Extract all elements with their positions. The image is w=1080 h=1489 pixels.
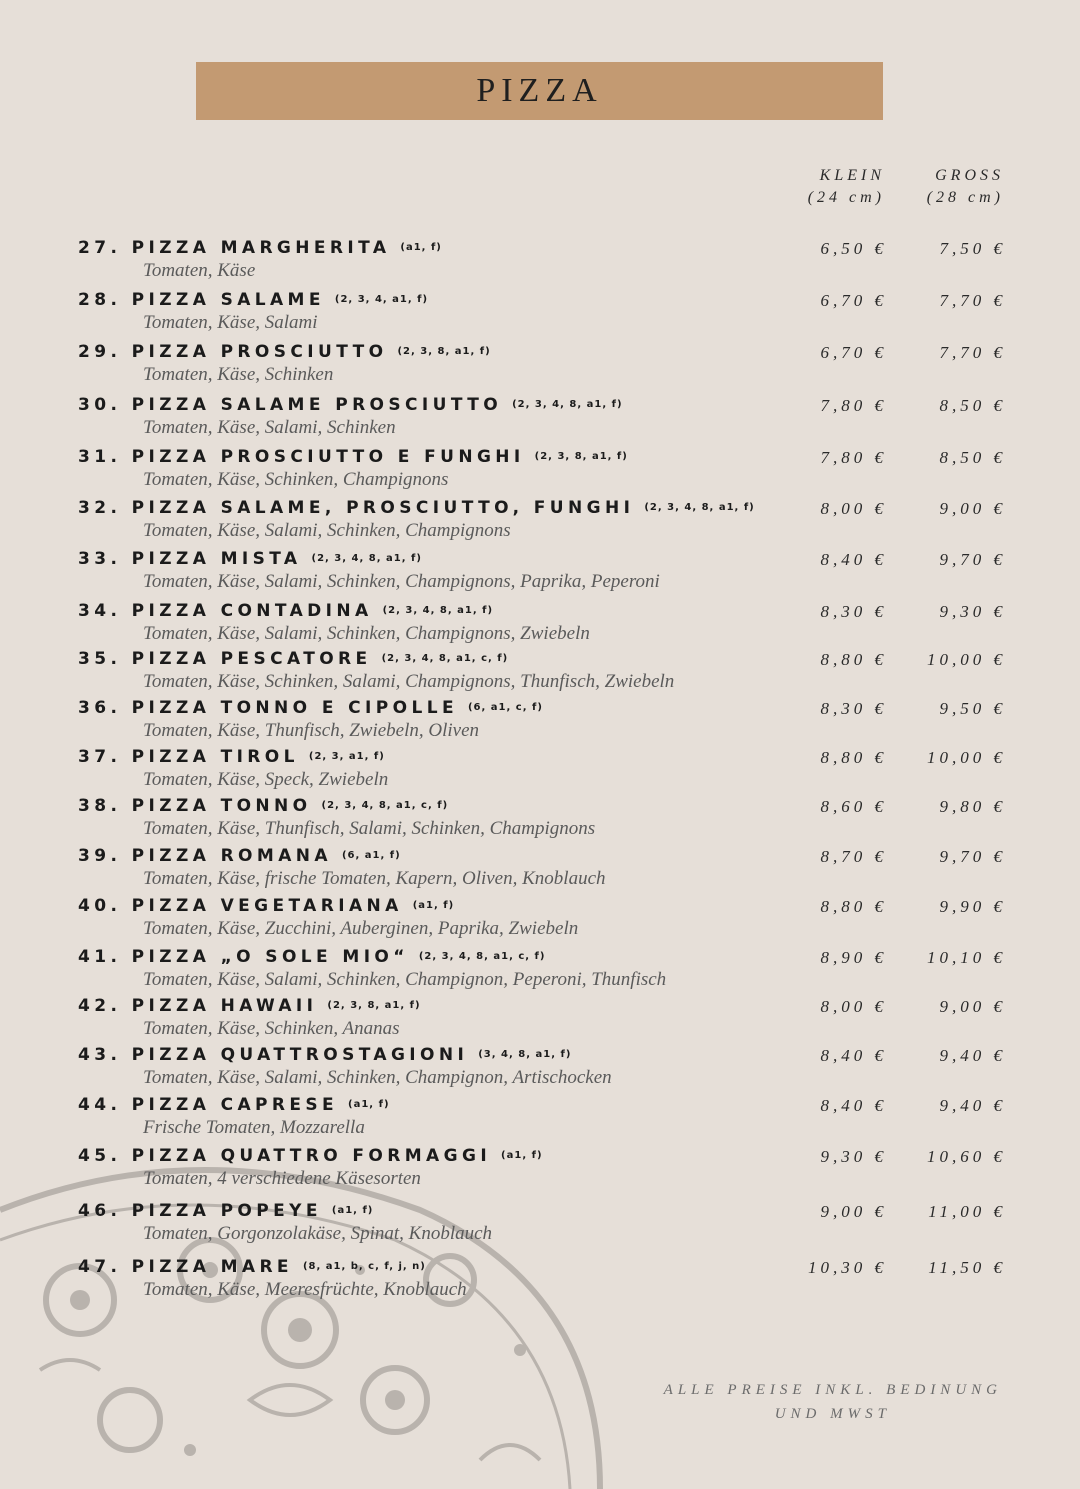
item-description: Tomaten, Käse, Thunfisch, Zwiebeln, Oliven	[143, 720, 480, 741]
item-number: 34.	[78, 601, 122, 621]
price-note	[664, 1378, 1002, 1426]
price-large: 9,40 €	[939, 1046, 1006, 1065]
price-large: 8,50 €	[939, 396, 1006, 415]
item-name: PIZZA MARE	[131, 1257, 293, 1277]
item-name: PIZZA POPEYE	[131, 1201, 322, 1221]
item-number: 31.	[78, 447, 122, 467]
price-small: 8,40 €	[820, 1096, 887, 1115]
item-name: PIZZA SALAME, PROSCIUTTO, FUNGHI	[131, 498, 635, 518]
price-small: 8,80 €	[820, 650, 887, 669]
price-small: 6,50 €	[820, 239, 887, 258]
menu-item	[0, 289, 1080, 339]
item-description: Tomaten, Käse, Meeresfrüchte, Knoblauch	[143, 1279, 467, 1300]
price-large: 7,50 €	[939, 239, 1006, 258]
item-number: 32.	[78, 498, 122, 518]
item-allergen-codes: (2, 3, 4, 8, a1, f)	[382, 605, 494, 616]
small-size-value: (24 cm)	[807, 189, 885, 206]
menu-item	[0, 746, 1080, 796]
item-allergen-codes: (2, 3, 4, 8, a1, f)	[311, 553, 422, 564]
price-small: 8,00 €	[820, 499, 887, 518]
item-name: PIZZA TONNO	[131, 796, 312, 816]
item-title	[78, 1256, 426, 1278]
column-header-small	[808, 165, 885, 209]
item-name: PIZZA QUATTRO FORMAGGI	[131, 1146, 492, 1166]
item-title	[78, 1094, 390, 1116]
item-allergen-codes: (a1, f)	[400, 242, 442, 253]
price-small: 9,00 €	[820, 1202, 887, 1221]
item-name: PIZZA ROMANA	[131, 846, 332, 866]
item-number: 35.	[78, 649, 122, 669]
item-allergen-codes: (3, 4, 8, a1, f)	[478, 1049, 572, 1060]
item-name: PIZZA CAPRESE	[131, 1095, 339, 1115]
item-title	[78, 1044, 571, 1066]
menu-item	[0, 1145, 1080, 1195]
item-description: Tomaten, Käse, Zucchini, Auberginen, Paprika, Zwiebeln	[143, 918, 579, 939]
price-small: 6,70 €	[820, 291, 887, 310]
item-description: Tomaten, Käse, Schinken, Champignons	[143, 469, 449, 490]
item-title	[78, 446, 628, 468]
item-description: Tomaten, Käse, Salami, Schinken, Champignons, Zwiebeln	[143, 623, 590, 644]
item-name: PIZZA MARGHERITA	[131, 238, 391, 258]
menu-item	[0, 795, 1080, 845]
price-large: 9,90 €	[939, 897, 1006, 916]
item-name: PIZZA TIROL	[131, 747, 299, 767]
menu-item	[0, 845, 1080, 895]
item-description: Frische Tomaten, Mozzarella	[143, 1117, 365, 1138]
menu-item	[0, 446, 1080, 496]
item-description: Tomaten, Käse, Thunfisch, Salami, Schinken, Champignons	[143, 818, 596, 839]
price-large: 8,50 €	[939, 448, 1006, 467]
price-small: 10,30 €	[808, 1258, 887, 1277]
item-number: 29.	[78, 342, 122, 362]
price-large: 9,00 €	[939, 997, 1006, 1016]
price-large: 10,00 €	[927, 748, 1006, 767]
item-allergen-codes: (2, 3, 4, 8, a1, c, f)	[381, 653, 509, 664]
price-small: 8,30 €	[820, 699, 887, 718]
item-description: Tomaten, Käse, Salami, Schinken, Champignons	[143, 520, 511, 541]
item-title	[78, 341, 491, 363]
item-name: PIZZA TONNO E CIPOLLE	[131, 698, 458, 718]
item-name: PIZZA PROSCIUTTO	[131, 342, 388, 362]
menu-item	[0, 946, 1080, 996]
large-size-label: GROSS	[935, 167, 1004, 184]
item-name: PIZZA HAWAII	[131, 996, 318, 1016]
item-description: Tomaten, Käse, Salami	[143, 312, 318, 333]
item-name: PIZZA PROSCIUTTO E FUNGHI	[131, 447, 525, 467]
item-number: 33.	[78, 549, 122, 569]
item-title	[78, 237, 442, 259]
menu-item	[0, 237, 1080, 287]
price-small: 6,70 €	[820, 343, 887, 362]
item-name: PIZZA SALAME PROSCIUTTO	[131, 395, 503, 415]
price-small: 8,00 €	[820, 997, 887, 1016]
price-small: 8,80 €	[820, 897, 887, 916]
item-allergen-codes: (a1, f)	[331, 1205, 374, 1216]
item-description: Tomaten, Käse, Salami, Schinken, Champignons, Paprika, Peperoni	[143, 571, 660, 592]
menu-item	[0, 497, 1080, 547]
menu-item	[0, 600, 1080, 650]
item-number: 27.	[78, 238, 122, 258]
item-allergen-codes: (2, 3, 4, 8, a1, f)	[644, 502, 755, 513]
price-large: 9,30 €	[939, 602, 1006, 621]
item-name: PIZZA MISTA	[131, 549, 302, 569]
item-title	[78, 497, 755, 519]
item-allergen-codes: (2, 3, 4, a1, f)	[334, 294, 429, 305]
item-allergen-codes: (2, 3, 8, a1, f)	[327, 1000, 421, 1011]
item-allergen-codes: (2, 3, 8, a1, f)	[397, 346, 491, 357]
item-description: Tomaten, Käse, Salami, Schinken, Champignon, Artischocken	[143, 1067, 612, 1088]
title-banner	[196, 62, 883, 120]
item-number: 46.	[78, 1201, 122, 1221]
item-number: 47.	[78, 1257, 122, 1277]
price-note-line1: ALLE PREISE INKL. BEDINUNG	[663, 1382, 1002, 1398]
small-size-label: KLEIN	[819, 167, 885, 184]
item-number: 40.	[78, 896, 122, 916]
item-description: Tomaten, 4 verschiedene Käsesorten	[143, 1168, 421, 1189]
price-small: 7,80 €	[820, 448, 887, 467]
price-small: 8,40 €	[820, 550, 887, 569]
menu-item	[0, 394, 1080, 444]
item-name: PIZZA CONTADINA	[131, 601, 373, 621]
price-small: 9,30 €	[820, 1147, 887, 1166]
price-large: 10,00 €	[927, 650, 1006, 669]
price-small: 8,40 €	[820, 1046, 887, 1065]
item-title	[78, 289, 428, 311]
item-number: 28.	[78, 290, 122, 310]
item-title	[78, 394, 623, 416]
item-title	[78, 746, 385, 768]
item-title	[78, 845, 401, 867]
item-description: Tomaten, Käse, Schinken, Ananas	[143, 1018, 400, 1039]
item-description: Tomaten, Käse, Salami, Schinken	[143, 417, 396, 438]
item-number: 44.	[78, 1095, 122, 1115]
item-number: 41.	[78, 947, 122, 967]
menu-item	[0, 1256, 1080, 1306]
item-title	[78, 1200, 373, 1222]
item-number: 36.	[78, 698, 122, 718]
menu-item	[0, 341, 1080, 391]
menu-item	[0, 548, 1080, 598]
item-title	[78, 1145, 543, 1167]
price-large: 11,00 €	[928, 1202, 1006, 1221]
item-name: PIZZA SALAME	[131, 290, 325, 310]
item-description: Tomaten, Käse, Schinken, Salami, Champignons, Thunfisch, Zwiebeln	[143, 671, 675, 692]
price-large: 7,70 €	[939, 291, 1006, 310]
price-large: 10,10 €	[927, 948, 1006, 967]
price-small: 8,90 €	[820, 948, 887, 967]
menu-item	[0, 1044, 1080, 1094]
item-description: Tomaten, Käse, Salami, Schinken, Champignon, Peperoni, Thunfisch	[143, 969, 667, 990]
item-description: Tomaten, Käse, frische Tomaten, Kapern, Oliven, Knoblauch	[143, 868, 606, 889]
item-description: Tomaten, Käse	[143, 260, 256, 281]
price-large: 9,40 €	[939, 1096, 1006, 1115]
price-note-line2: UND MWST	[774, 1406, 891, 1422]
item-title	[78, 946, 545, 968]
item-title	[78, 648, 508, 670]
price-large: 9,70 €	[939, 550, 1006, 569]
column-header-large	[927, 165, 1004, 209]
item-number: 38.	[78, 796, 122, 816]
item-allergen-codes: (2, 3, 8, a1, f)	[534, 451, 628, 462]
item-title	[78, 548, 422, 570]
price-small: 7,80 €	[820, 396, 887, 415]
price-large: 9,50 €	[939, 699, 1006, 718]
item-allergen-codes: (2, 3, 4, 8, a1, c, f)	[418, 951, 546, 962]
price-large: 9,80 €	[939, 797, 1006, 816]
item-name: PIZZA PESCATORE	[131, 649, 372, 669]
item-title	[78, 795, 448, 817]
price-large: 11,50 €	[928, 1258, 1006, 1277]
price-small: 8,60 €	[820, 797, 887, 816]
item-number: 42.	[78, 996, 122, 1016]
item-allergen-codes: (8, a1, b, c, f, j, n)	[302, 1261, 426, 1272]
menu-item	[0, 697, 1080, 747]
price-small: 8,30 €	[820, 602, 887, 621]
item-number: 45.	[78, 1146, 122, 1166]
item-title	[78, 995, 421, 1017]
price-small: 8,70 €	[820, 847, 887, 866]
item-title	[78, 600, 493, 622]
menu-item	[0, 1094, 1080, 1144]
item-number: 37.	[78, 747, 122, 767]
item-allergen-codes: (a1, f)	[348, 1099, 390, 1110]
item-name: PIZZA VEGETARIANA	[131, 896, 403, 916]
item-number: 30.	[78, 395, 122, 415]
item-title	[78, 697, 543, 719]
item-allergen-codes: (6, a1, c, f)	[467, 702, 543, 713]
item-allergen-codes: (2, 3, 4, 8, a1, c, f)	[321, 800, 449, 811]
menu-item	[0, 895, 1080, 945]
item-allergen-codes: (a1, f)	[412, 900, 455, 911]
menu-item	[0, 1200, 1080, 1250]
item-name: PIZZA „O SOLE MIO“	[131, 947, 409, 967]
price-large: 10,60 €	[927, 1147, 1006, 1166]
item-allergen-codes: (2, 3, 4, 8, a1, f)	[512, 399, 623, 410]
price-large: 7,70 €	[939, 343, 1006, 362]
price-small: 8,80 €	[820, 748, 887, 767]
item-description: Tomaten, Gorgonzolakäse, Spinat, Knoblauch	[143, 1223, 493, 1244]
item-allergen-codes: (a1, f)	[501, 1150, 543, 1161]
item-number: 43.	[78, 1045, 122, 1065]
price-large: 9,00 €	[939, 499, 1006, 518]
price-large: 9,70 €	[939, 847, 1006, 866]
item-description: Tomaten, Käse, Speck, Zwiebeln	[143, 769, 389, 790]
item-allergen-codes: (6, a1, f)	[341, 850, 401, 861]
menu-title: PIZZA	[476, 72, 603, 109]
item-number: 39.	[78, 846, 122, 866]
item-allergen-codes: (2, 3, a1, f)	[308, 751, 385, 762]
item-title	[78, 895, 454, 917]
menu-item	[0, 648, 1080, 698]
menu-item	[0, 995, 1080, 1045]
item-name: PIZZA QUATTROSTAGIONI	[131, 1045, 469, 1065]
item-description: Tomaten, Käse, Schinken	[143, 364, 334, 385]
large-size-value: (28 cm)	[926, 189, 1004, 206]
